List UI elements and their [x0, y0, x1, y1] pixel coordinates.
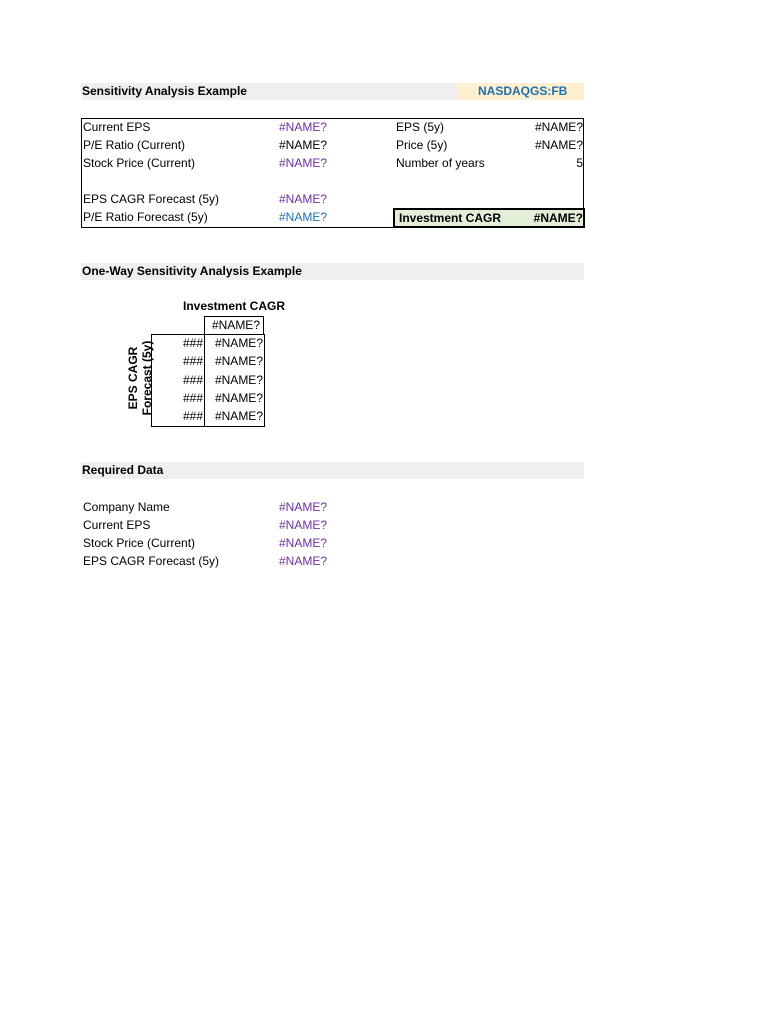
required-data-label: Stock Price (Current) [83, 536, 196, 550]
output-value: 5 [576, 156, 583, 170]
row-output: #NAME? [214, 391, 263, 405]
row-axis-label [126, 323, 156, 433]
section-title: Sensitivity Analysis Example [82, 84, 247, 98]
table-header-value: #NAME? [211, 318, 260, 332]
input-label: Stock Price (Current) [83, 156, 196, 170]
output-value: #NAME? [534, 120, 583, 134]
investment-cagr-cell [393, 208, 585, 228]
required-data-value: #NAME? [279, 500, 328, 514]
input-label: P/E Ratio (Current) [83, 138, 186, 152]
row-input: ### [182, 409, 203, 423]
input-label: EPS CAGR Forecast (5y) [83, 192, 220, 206]
input-value: #NAME? [279, 138, 328, 152]
input-value: #NAME? [279, 210, 328, 224]
required-data-value: #NAME? [279, 536, 328, 550]
section-title: One-Way Sensitivity Analysis Example [82, 264, 302, 278]
required-data-label: Company Name [83, 500, 170, 514]
row-output: #NAME? [214, 336, 263, 350]
input-value: #NAME? [279, 156, 328, 170]
table-title: Investment CAGR [183, 299, 286, 313]
row-output: #NAME? [214, 409, 263, 423]
investment-cagr-value: #NAME? [533, 211, 583, 225]
required-data-value: #NAME? [279, 518, 328, 532]
output-label: Price (5y) [396, 138, 448, 152]
input-value: #NAME? [279, 120, 328, 134]
required-data-label: Current EPS [83, 518, 151, 532]
row-output: #NAME? [214, 354, 263, 368]
row-output: #NAME? [214, 373, 263, 387]
required-data-value: #NAME? [279, 554, 328, 568]
required-data-label: EPS CAGR Forecast (5y) [83, 554, 220, 568]
ticker-symbol: NASDAQGS:FB [478, 84, 568, 98]
investment-cagr-label: Investment CAGR [399, 211, 502, 225]
row-axis-label-line2: Forecast (5y) [140, 340, 154, 416]
table-divider [204, 334, 205, 427]
row-input: ### [182, 391, 203, 405]
output-value: #NAME? [534, 138, 583, 152]
input-value: #NAME? [279, 192, 328, 206]
row-axis-label-line1: EPS CAGR [126, 346, 140, 410]
table-header-cell [204, 316, 264, 335]
row-input: ### [182, 373, 203, 387]
row-input: ### [182, 354, 203, 368]
section-title: Required Data [82, 463, 164, 477]
input-label: Current EPS [83, 120, 151, 134]
input-label: P/E Ratio Forecast (5y) [83, 210, 208, 224]
output-label: Number of years [396, 156, 485, 170]
output-label: EPS (5y) [396, 120, 445, 134]
row-input: ### [182, 336, 203, 350]
